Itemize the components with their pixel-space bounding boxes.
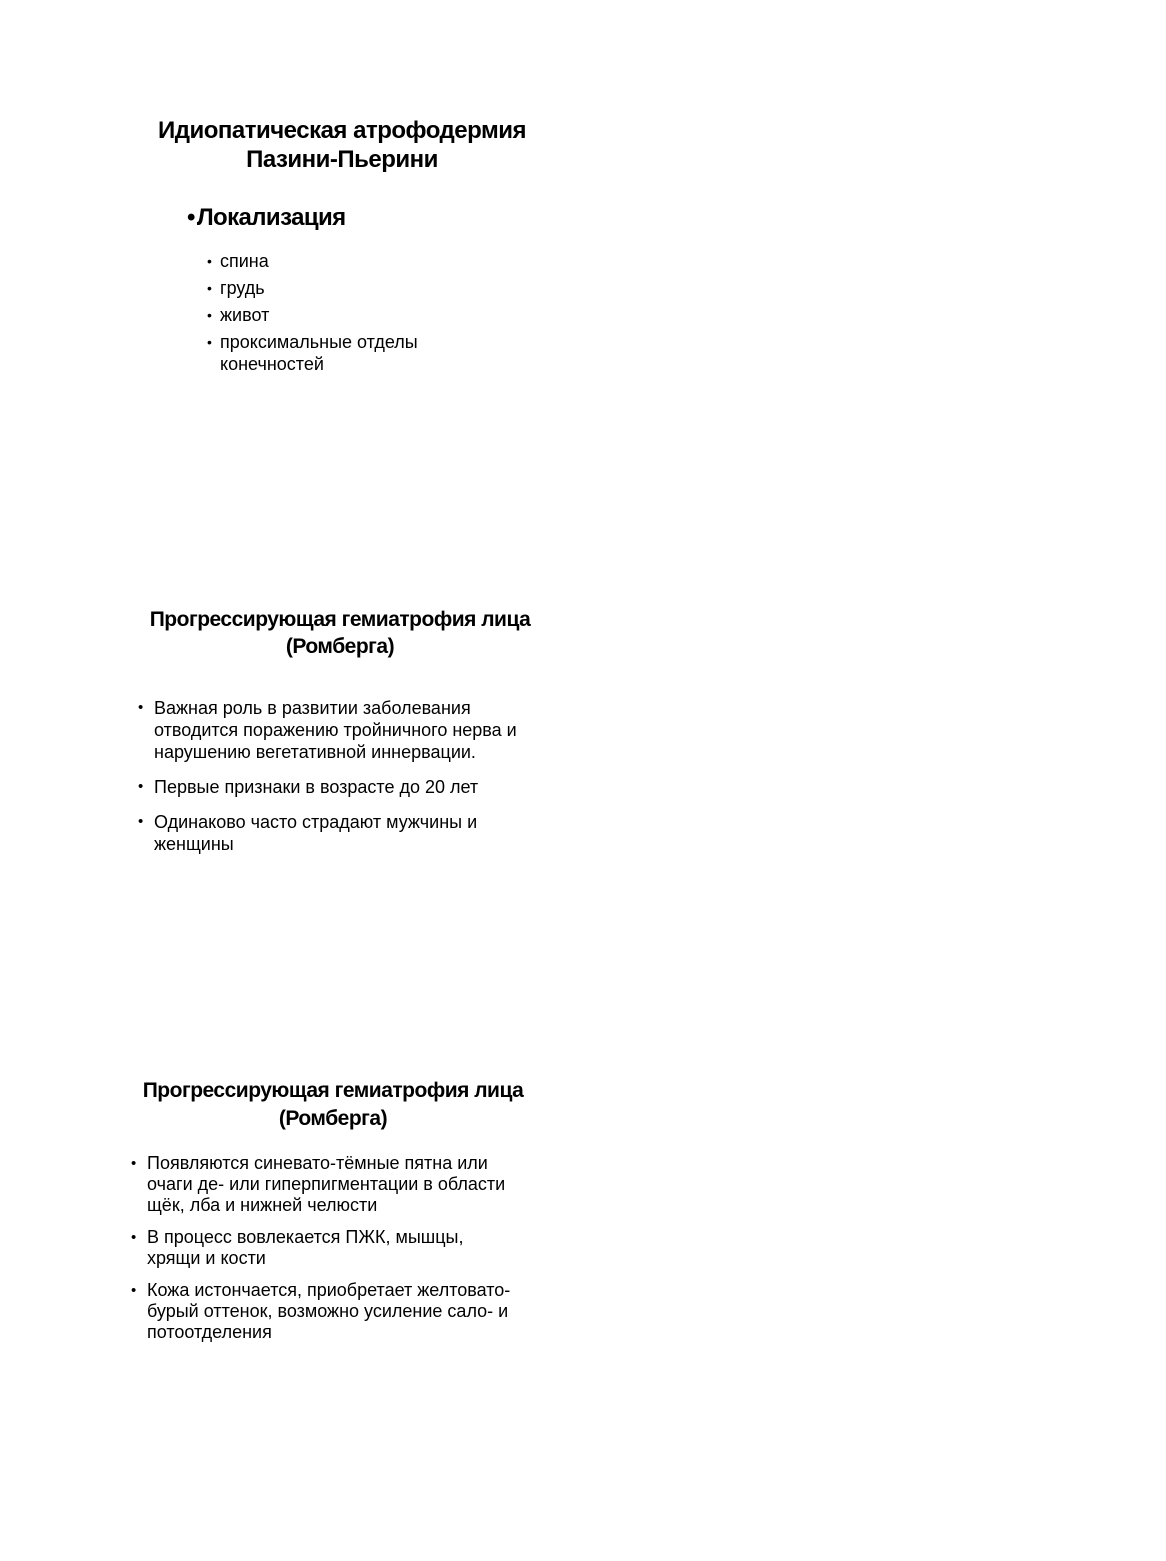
- section-heading: [187, 204, 346, 232]
- list-item: • Важная роль в развитии заболевания отводится поражению тройничного нерва и нарушению вегетативной иннервации.: [138, 697, 548, 763]
- list-item: • проксимальные отделы конечностей: [207, 331, 450, 375]
- slide-title-line: Прогрессирующая гемиатрофия лица: [149, 608, 531, 631]
- list-item: • Первые признаки в возрасте до 20 лет: [138, 776, 548, 798]
- slide-title: [60, 606, 620, 660]
- slide-romberg-2: [53, 1077, 613, 1342]
- slide-atrophoderma: [62, 116, 622, 374]
- list-item: • Кожа истончается, приобретает желтовато-бурый оттенок, возможно усиление сало- и потоотделения: [131, 1280, 531, 1343]
- slide-romberg-1: [60, 606, 620, 854]
- list-item: • Одинаково часто страдают мужчины и женщины: [138, 811, 514, 855]
- bullet-icon: •: [187, 204, 195, 231]
- slide-title-line: (Ромберга): [278, 1107, 388, 1130]
- bullet-list: [131, 1153, 531, 1354]
- slide-title: [62, 116, 622, 174]
- localization-list: [207, 250, 450, 380]
- slide-title: [53, 1077, 613, 1133]
- list-item: • Появляются синевато-тёмные пятна или очаги де- или гиперпигментации в области щёк, лба и нижней челюсти: [131, 1153, 531, 1216]
- list-item: • В процесс вовлекается ПЖК, мышцы, хрящи и кости: [131, 1227, 487, 1269]
- slide-title-line: Идиопатическая атрофодермия: [158, 117, 526, 144]
- slide-title-line: (Ромберга): [285, 635, 395, 658]
- bullet-list: [138, 697, 548, 868]
- list-item: • спина: [207, 250, 450, 272]
- list-item: • грудь: [207, 277, 450, 299]
- section-heading-text: Локализация: [196, 204, 346, 231]
- slide-title-line: Пазини-Пьерини: [246, 146, 438, 173]
- slide-title-line: Прогрессирующая гемиатрофия лица: [142, 1079, 524, 1102]
- list-item: • живот: [207, 304, 450, 326]
